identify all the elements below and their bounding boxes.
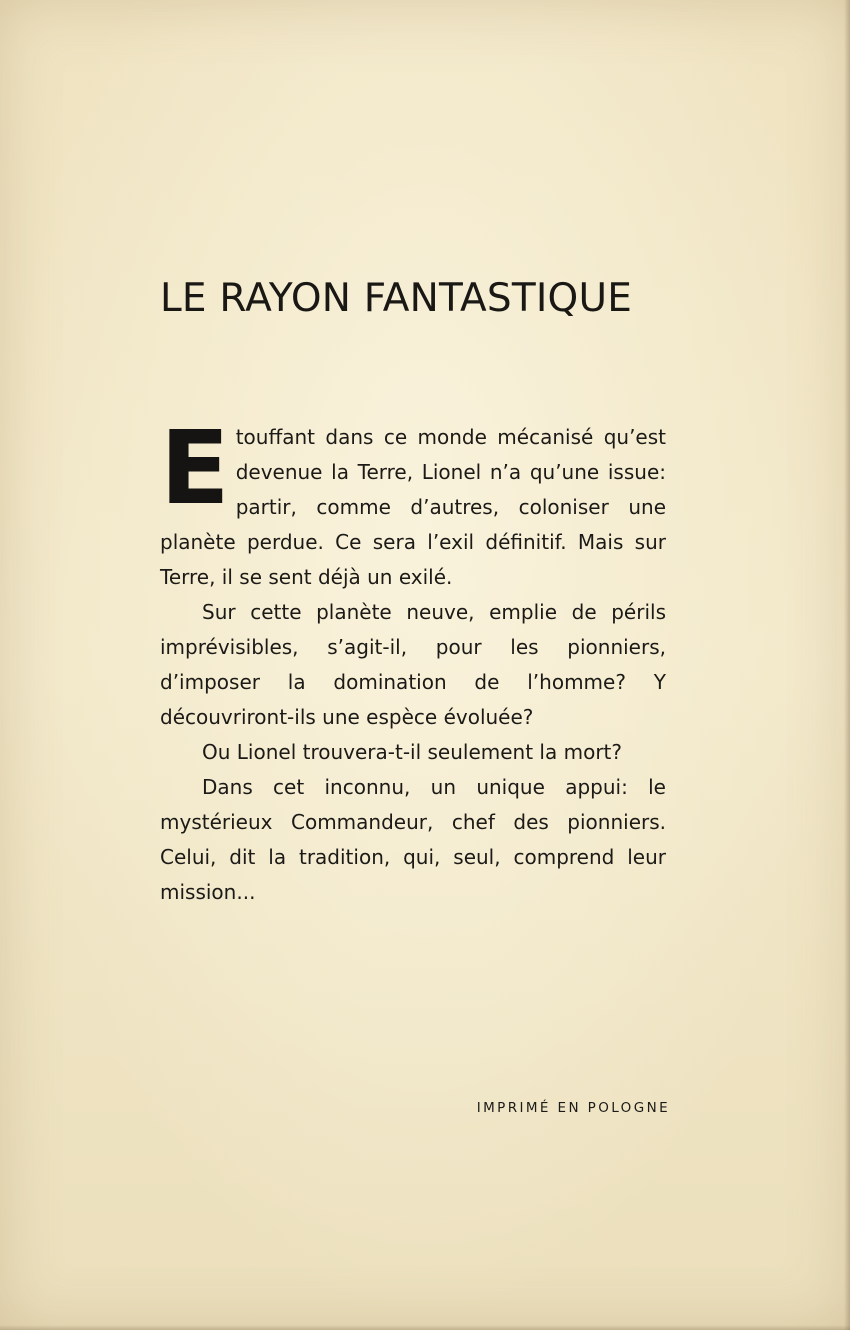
blurb-paragraph-2: Sur cette planète neuve, emplie de périls imprévisibles, s’agit-il, pour les pionniers, d’imposer la domination de l’homme? Y découvriront-ils une espèce évoluée? — [160, 600, 666, 729]
blurb-paragraph-1-text: touffant dans ce monde mécanisé qu’est devenue la Terre, Lionel n’a qu’une issue: partir, comme d’autres, coloniser une planète perdue. Ce sera l’exil définitif. Mais sur Terre, il se sent déjà un exilé. — [160, 425, 666, 589]
series-title: LE RAYON FANTASTIQUE — [160, 276, 633, 321]
blurb-text — [160, 409, 666, 910]
blurb-paragraph-4: Dans cet inconnu, un unique appui: le mystérieux Commandeur, chef des pionniers. Celui, dit la tradition, qui, seul, comprend leur mission... — [160, 775, 666, 904]
drop-cap-letter: E — [160, 409, 230, 528]
page-edge-shadow — [844, 0, 850, 1330]
printer-imprint: IMPRIMÉ EN POLOGNE — [476, 1100, 670, 1116]
blurb-paragraph-1 — [160, 409, 666, 595]
blurb-paragraph-3: Ou Lionel trouvera-t-il seulement la mort? — [202, 740, 622, 764]
page-bottom-shadow — [0, 1325, 850, 1330]
